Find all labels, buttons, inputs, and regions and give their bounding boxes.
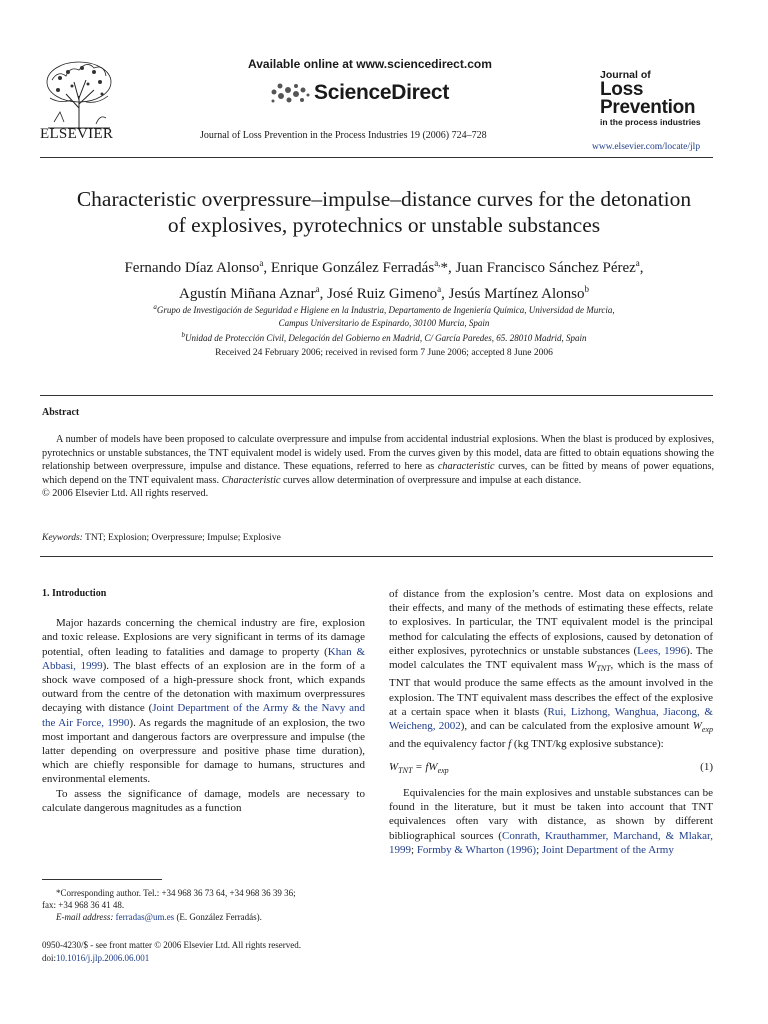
journal-url-link[interactable]: www.elsevier.com/locate/jlp — [592, 142, 701, 152]
journal-reference: Journal of Loss Prevention in the Process Industries 19 (2006) 724–728 — [200, 130, 487, 141]
abstract-text: A number of models have been proposed to calculate overpressure and impulse from accidental industrial explosions. When the blast is produced by explosives, pyrotechnics or unstable substances, the TNT equivalent model is widely used. From the curves given by this model, data are fitted to obtain equations showing the relationship between overpressure, impulse and distance. These equations, referred to here as — [42, 434, 714, 473]
body-text: (kg TNT/kg explosive substance): — [511, 738, 664, 751]
journal-logo-line1: Journal of — [600, 69, 651, 81]
affiliation-b: Unidad de Protección Civil, Delegación del Gobierno en Madrid, C/ García Paredes, 65. 28010 Madrid, Spain — [185, 333, 587, 343]
abstract-heading: Abstract — [42, 407, 80, 418]
body-text: Equivalencies for the main explosives and unstable substances can be found in the literature, but it must be taken into account that TNT equivalences often vary with distance, as shown by different bibliographical sources ( — [389, 787, 713, 842]
math-subscript: exp — [701, 725, 713, 735]
footnote-divider — [42, 879, 162, 880]
aff-mark: a, — [434, 258, 441, 268]
title-line-2: of explosives, pyrotechnics or unstable substances — [167, 213, 601, 237]
keywords-label: Keywords: — [42, 533, 83, 543]
body-text: ). The blast effects of an explosion are in the form of a shock wave composed of a high-pressure shock front, which expands outward from the centre of the detonation with maximum overpressures decaying with distance ( — [42, 659, 366, 715]
affiliations — [40, 301, 728, 345]
aff-mark: a — [635, 258, 640, 268]
math-symbol: f — [508, 738, 512, 751]
abstract-italic: characteristic — [437, 461, 495, 473]
math-subscript: TNT — [398, 765, 413, 775]
received-dates: Received 24 February 2006; received in revised form 7 June 2006; accepted 8 June 2006 — [215, 348, 553, 358]
journal-logo — [600, 70, 701, 127]
body-text: ; — [536, 843, 542, 856]
abstract-text: curves, can be fitted by means of power equations, which depend on the TNT equivalent mass. — [42, 461, 714, 486]
math-subscript: TNT — [596, 664, 611, 674]
header-divider — [40, 157, 713, 158]
author-gonzalez: , Enrique González Ferradás — [263, 260, 435, 276]
aff-mark: b — [584, 284, 589, 294]
title-line-1: Characteristic overpressure–impulse–distance curves for the detonation — [76, 187, 692, 211]
citation-link[interactable]: Conrath, Krauthammer, Marchand, & Mlakar, 1999 — [389, 829, 713, 856]
body-text: ). As regards the magnitude of an explosion, the two most important and dangerous factors are overpressure and impulse (the latter depending on overpressure and positive phase time duration), which are chiefly responsible for damage to humans, structures and environmental elements. — [42, 716, 365, 786]
equation-number: (1) — [700, 760, 713, 773]
citation-link[interactable]: Joint Department of the Army & the Navy and the Air Force, 1990 — [42, 702, 365, 729]
abstract-italic: Characteristic — [221, 474, 281, 486]
citation-link[interactable]: Lees, 1996 — [637, 644, 687, 657]
author-sanchez: , Juan Francisco Sánchez Pérez — [447, 260, 636, 276]
footnote — [42, 887, 365, 923]
abstract-top-divider — [40, 395, 713, 396]
author-minana: Agustín Miñana Aznar — [179, 286, 316, 302]
citation-link[interactable]: Formby & Wharton (1996) — [416, 843, 537, 856]
author-martinez: , Jesús Martínez Alonso — [441, 286, 585, 302]
abstract-body — [42, 433, 714, 501]
available-online-text: Available online at www.sciencedirect.com — [248, 57, 492, 71]
copyright-line: © 2006 Elsevier Ltd. All rights reserved. — [42, 488, 209, 500]
footnote-line1: *Corresponding author. Tel.: +34 968 36 73 64, +34 968 36 39 36; — [56, 888, 296, 898]
math-symbol: = fW — [412, 760, 438, 773]
doi-link[interactable]: 10.1016/j.jlp.2006.06.001 — [56, 953, 150, 963]
journal-logo-line2: Loss — [600, 79, 644, 100]
email-link[interactable]: ferradas@um.es — [113, 912, 175, 922]
aff-mark: a — [153, 303, 157, 311]
keywords — [42, 533, 281, 543]
aff-mark: b — [181, 331, 186, 339]
issn-line: 0950-4230/$ - see front matter © 2006 Elsevier Ltd. All rights reserved. — [42, 940, 302, 950]
body-text: ). The model calculates the TNT equivalent mass — [389, 644, 713, 672]
body-text: ), and can be calculated from the explosive amount — [460, 720, 693, 733]
aff-mark: a — [437, 284, 442, 294]
sciencedirect-dots-icon — [268, 80, 310, 106]
affiliation-a-line2: Campus Universitario de Espinardo, 30100 Murcia, Spain — [278, 317, 490, 328]
abstract-text: curves allow determination of overpressure and impulse at each distance. — [280, 474, 582, 486]
equation-1 — [389, 760, 713, 778]
math-symbol: W — [692, 720, 702, 733]
aff-mark: a — [315, 284, 320, 294]
column-left — [42, 587, 365, 815]
journal-logo-line3: Prevention — [600, 97, 696, 118]
intro-paragraph-4 — [389, 786, 713, 857]
math-symbol: W — [389, 760, 399, 773]
elsevier-tree-logo — [38, 58, 120, 130]
intro-paragraph-1 — [42, 616, 365, 786]
author-separator: , — [639, 260, 644, 276]
author-list — [30, 253, 738, 305]
keywords-list: TNT; Explosion; Overpressure; Impulse; Explosive — [82, 533, 281, 543]
author-ruiz: , José Ruiz Gimeno — [319, 286, 438, 302]
column-right — [389, 587, 713, 857]
doi-label: doi: — [42, 953, 57, 963]
email-name: (E. González Ferradás). — [174, 912, 262, 922]
citation-link[interactable]: Joint Department of the Army — [541, 843, 674, 856]
section-heading-introduction: 1. Introduction — [42, 588, 107, 599]
body-text: , which is the mass of TNT that would produce the same effects as the amount involved in the explosion. The TNT equivalent mass describes the effect of the explosive at a certain space when it blasts ( — [389, 659, 713, 718]
aff-mark: a — [259, 258, 264, 268]
email-label: E-mail address: — [56, 912, 114, 922]
journal-logo-line4: in the process industries — [600, 117, 701, 127]
corresponding-star: * — [440, 260, 448, 276]
body-text: and the equivalency factor — [389, 738, 509, 751]
citation-link[interactable]: Rui, Lizhong, Wanghua, Jiacong, & Weicheng, 2002 — [389, 705, 713, 733]
sciencedirect-wordmark: ScienceDirect — [314, 81, 450, 104]
math-subscript: exp — [437, 765, 449, 775]
front-matter-info — [42, 939, 301, 965]
publisher-name: ELSEVIER — [40, 126, 114, 142]
abstract-bottom-divider — [40, 556, 713, 557]
body-text: of distance from the explosion’s centre. Most data on explosions and their effects, and many of the methods of estimating these effects, relate to explosives. In particular, the TNT equivalent model is the principal method for calculating the effects of explosions, caused by detonation of either explosives, pyrotechnics or unstable substances ( — [389, 588, 713, 657]
footnote-line2: fax: +34 968 36 41 48. — [42, 900, 125, 910]
intro-paragraph-2: To assess the significance of damage, models are necessary to calculate dangerous magnitudes as a function — [42, 787, 365, 814]
body-text: ; — [411, 843, 417, 856]
author-diaz: Fernando Díaz Alonso — [124, 260, 260, 276]
article-title — [30, 186, 738, 238]
body-text: Major hazards concerning the chemical industry are fire, explosion and toxic release. Explosions are very significant in terms of its damage potential, often leading to fatalities and damage to property ( — [42, 617, 365, 658]
affiliation-a-line1: Grupo de Investigación de Seguridad e Higiene en la Industria, Departamento de Ingeniería Química, Universidad de Murcia, — [156, 305, 615, 315]
math-symbol: W — [587, 659, 597, 672]
citation-link[interactable]: Khan & Abbasi, 1999 — [42, 645, 366, 672]
intro-paragraph-3 — [389, 587, 713, 752]
